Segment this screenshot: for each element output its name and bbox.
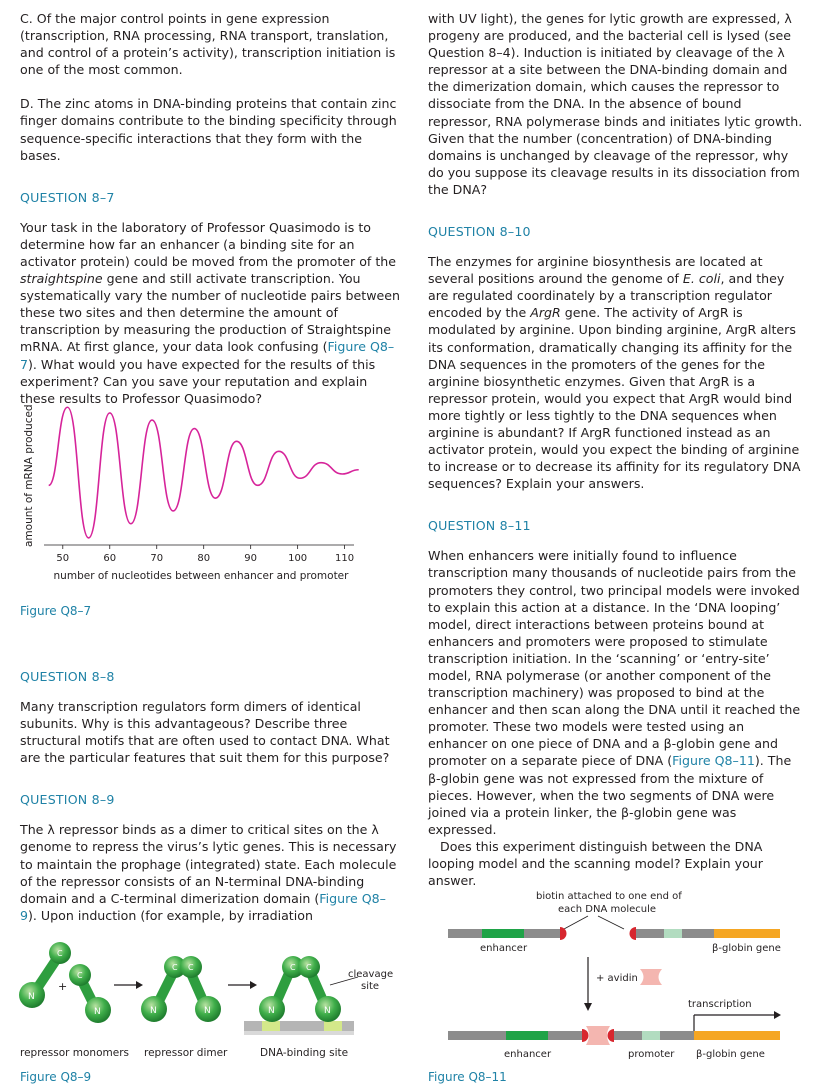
label-enhancer-top: enhancer	[480, 943, 528, 954]
chart-x-tick-label: 90	[244, 553, 258, 564]
biotin-label-line1: biotin attached to one end of	[536, 891, 682, 902]
figure-q8-7-chart	[18, 395, 363, 595]
q11-text-part: ). The β-globin gene was not expressed from the mixture of pieces. However, when the two segments of DNA were joined via a protein linker, the β-globin gene was expressed.	[428, 753, 792, 837]
question-8-8-heading: QUESTION 8–8	[20, 669, 115, 684]
question-8-9-text	[20, 821, 400, 924]
label-repressor-dimer: repressor dimer	[144, 1047, 228, 1059]
q9-text-part: ). Upon induction (for example, by irradiation	[28, 907, 313, 923]
left-column-lower	[20, 668, 400, 924]
domain-n-label: N	[28, 992, 35, 1002]
figure-q8-9-caption: Figure Q8–9	[20, 1070, 92, 1084]
figure-q8-9-reference-link[interactable]: Figure Q8–9	[20, 890, 386, 923]
q7-text-part: gene and still activate transcription. You systematically vary the number of nucleotide pairs between these two sites and then determine the amount of transcription by measuring the production of Straightspine mRNA. At first glance, your data look confusing (	[20, 271, 400, 355]
question-8-10-heading: QUESTION 8–10	[428, 224, 531, 240]
chart-x-tick-label: 110	[335, 553, 355, 564]
figure-q8-7-reference-link[interactable]: Figure Q8–7	[20, 339, 395, 372]
avidin-icon	[640, 969, 662, 985]
repressor-dimer-bound	[259, 956, 341, 1022]
q10-text-part: The enzymes for arginine biosynthesis are located at several positions around the genome of	[428, 254, 763, 287]
figure-q8-11-caption: Figure Q8–11	[428, 1070, 507, 1084]
answer-option-c: C. Of the major control points in gene expression (transcription, RNA processing, RNA transport, translation, and control of a protein’s activity), transcription initiation is one of the most common.	[20, 11, 396, 78]
domain-n-label: N	[150, 1006, 157, 1016]
domain-n-label: N	[94, 1007, 101, 1017]
chart-x-tick-label: 100	[288, 553, 308, 564]
plus-sign: +	[58, 980, 68, 993]
question-8-11-heading: QUESTION 8–11	[428, 518, 531, 534]
label-dna-binding-site: DNA-binding site	[260, 1047, 349, 1059]
biotin-label-line2: each DNA molecule	[558, 904, 657, 915]
dna-piece-globin	[630, 927, 780, 940]
down-arrow	[584, 957, 592, 1011]
q11-text-part: When enhancers were initially found to influence transcription many thousands of nucleotide pairs from the promoters they control, two principal models were invoked to explain this action at a distance. In the ‘DNA looping’ model, direct interactions between proteins bound at enhancers and promoters were proposed to stimulate transcription initiation. In the ‘scanning’ or ‘entry-site’ model, RNA polymerase (or another component of the transcription machinery) was proposed to bind at the enhancer and then scan along the DNA until it reached the promoter. These two models were tested using an enhancer on one piece of DNA and a β-globin gene and promoter on a separate piece of DNA (	[428, 548, 801, 769]
question-8-9-continued: with UV light), the genes for lytic growth are expressed, λ progeny are produced, and the bacterial cell is lysed (see Question 8–4). Induction is initiated by cleavage of the λ repressor at a site between the DNA-binding domain and the dimerization domain, which causes the repressor to dissociate from the DNA. In the absence of bound repressor, RNA polymerase binds and initiates lytic growth. Given that the number (concentration) of DNA-binding domains is unchanged by cleavage of the repressor, why do you suppose its cleavage results in its dissociation from the DNA?	[428, 11, 803, 197]
answer-option-d: D. The zinc atoms in DNA-binding proteins that contain zinc finger domains contribute to the binding specificity through sequence-specific interactions that they form with the bases.	[20, 96, 397, 163]
enhancer-segment	[482, 929, 524, 938]
left-column	[20, 10, 400, 407]
avidin-linker	[586, 1026, 610, 1045]
label-repressor-monomers: repressor monomers	[20, 1047, 129, 1059]
biotin-mark	[608, 1029, 615, 1042]
repressor-monomer-1	[19, 942, 71, 1008]
cleavage-label-line2: site	[361, 981, 380, 992]
cleavage-label-line1: cleavage	[348, 969, 394, 980]
label-enhancer-bottom: enhancer	[504, 1049, 552, 1060]
dna-joined	[448, 1026, 780, 1045]
q7-text-part: Your task in the laboratory of Professor Quasimodo is to determine how far an enhancer (a binding site for an activator protein) could be moved from the promoter of the	[20, 219, 397, 269]
label-beta-globin-top: β-globin gene	[712, 943, 781, 954]
dna-piece-enhancer	[448, 927, 566, 940]
promoter-segment	[664, 929, 682, 938]
q10-text-part: , and they are regulated coordinately by a transcription regulator encoded by the	[428, 271, 785, 321]
question-8-11-text	[428, 547, 803, 838]
figure-q8-11-reference-link[interactable]: Figure Q8–11	[672, 753, 755, 769]
domain-c-label: C	[306, 963, 312, 972]
biotin-pointer-left	[564, 916, 588, 929]
q10-organism-name: E. coli	[682, 271, 721, 287]
figure-q8-7-caption: Figure Q8–7	[20, 604, 92, 618]
question-8-10-text	[428, 253, 803, 492]
chart-x-tick-label: 70	[150, 553, 164, 564]
q10-gene-name: ArgR	[530, 305, 561, 321]
biotin-mark	[582, 1029, 589, 1042]
question-8-11-followup: Does this experiment distinguish between the DNA looping model and the scanning model? Explain your answer.	[428, 838, 763, 889]
figure-q8-9-diagram	[18, 935, 403, 1065]
beta-globin-segment	[694, 1031, 780, 1040]
chart-y-axis-label: amount of mRNA produced	[23, 404, 35, 547]
arrow-1	[114, 981, 143, 989]
beta-globin-segment	[714, 929, 780, 938]
q7-gene-name: straightspine	[20, 271, 103, 287]
domain-c-label: C	[188, 963, 194, 972]
label-transcription: transcription	[688, 999, 752, 1010]
domain-n-label: N	[204, 1006, 211, 1016]
dna-binding-site-strand	[244, 1021, 354, 1035]
chart-x-tick-label: 60	[103, 553, 117, 564]
domain-c-label: C	[77, 971, 83, 980]
chart-series-line-mrna	[49, 407, 359, 538]
enhancer-segment	[506, 1031, 548, 1040]
question-8-7-text	[20, 219, 400, 407]
domain-c-label: C	[172, 963, 178, 972]
question-8-8-text: Many transcription regulators form dimers of identical subunits. Why is this advantageous? Describe three structural motifs that are often used to contact DNA. What are the particular features that suit them for this purpose?	[20, 699, 390, 766]
biotin-mark	[630, 927, 636, 940]
arrow-2	[228, 981, 257, 989]
q10-text-part: gene. The activity of ArgR is modulated by arginine. Upon binding arginine, ArgR alters its conformation, dramatically changing its affinity for the DNA sequences in the promoters of the genes for the arginine biosynthetic enzymes. Given that ArgR is a repressor protein, would you expect that ArgR would bind more tightly or less tightly to the DNA sequences when arginine is abundant? If ArgR functioned instead as an activator protein, would you expect the binding of arginine to increase or to decrease its affinity for its regulatory DNA sequences? Explain your answers.	[428, 305, 801, 492]
domain-c-label: C	[57, 949, 63, 958]
domain-c-label: C	[290, 963, 296, 972]
right-column	[428, 10, 803, 889]
label-avidin: + avidin	[596, 973, 638, 984]
domain-n-label: N	[324, 1006, 331, 1016]
label-promoter: promoter	[628, 1049, 675, 1060]
transcription-arrow	[694, 1011, 781, 1031]
chart-x-axis-label: number of nucleotides between enhancer and promoter	[53, 570, 349, 582]
repressor-dimer	[141, 956, 221, 1022]
chart-x-tick-label: 50	[56, 553, 70, 564]
figure-q8-11-diagram	[440, 885, 810, 1065]
label-beta-globin-bottom: β-globin gene	[696, 1049, 765, 1060]
biotin-mark	[560, 927, 566, 940]
question-8-7-heading: QUESTION 8–7	[20, 189, 115, 205]
domain-n-label: N	[268, 1006, 275, 1016]
biotin-pointer-right	[598, 916, 624, 929]
promoter-segment	[642, 1031, 660, 1040]
q9-text-part: The λ repressor binds as a dimer to critical sites on the λ genome to repress the virus’s lytic genes. This is necessary to maintain the prophage (integrated) state. Each molecule of the repressor consists of an N-terminal DNA-binding domain and a C-terminal dimerization domain (	[20, 822, 397, 906]
q7-text-part: ). What would you have expected for the results of this experiment? Can you save your reputation and explain these results to Professor Quasimodo?	[20, 356, 376, 406]
question-8-9-heading: QUESTION 8–9	[20, 792, 115, 808]
chart-x-tick-label: 80	[197, 553, 211, 564]
chart-ticks	[56, 545, 354, 564]
repressor-monomer-2	[69, 964, 111, 1023]
